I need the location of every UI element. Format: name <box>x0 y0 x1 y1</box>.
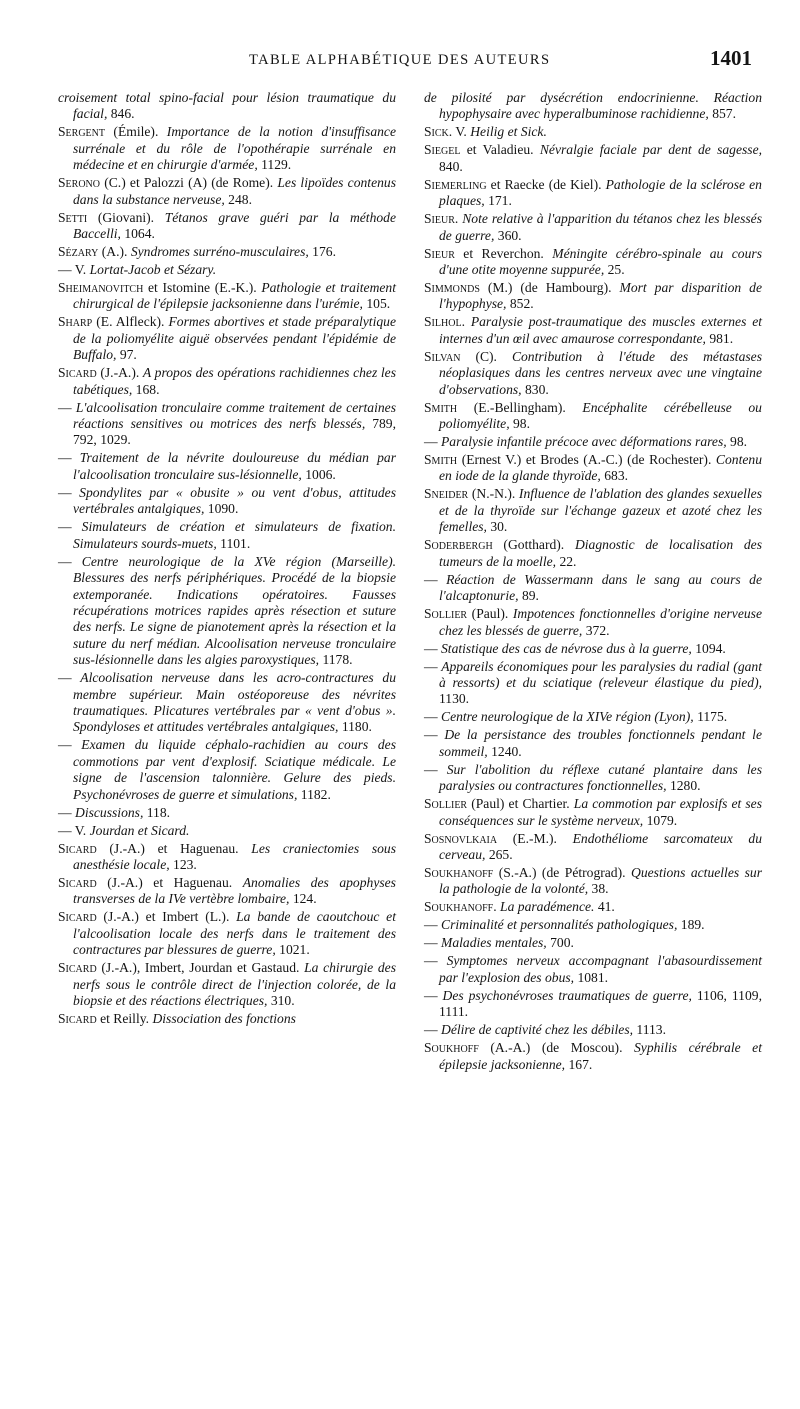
author-name: Simmonds <box>424 280 480 296</box>
entry-title: Syndromes surréno-musculaires, <box>130 244 309 260</box>
entry-pages: 30. <box>486 519 508 535</box>
entry-pages: 98. <box>726 434 748 450</box>
entry-meta: et Reilly. <box>96 1011 153 1026</box>
entry-title: Centre neurologique de la XVe région (Marseille). Blessures des nerfs périphériques. Procédé de la biopsie extemporanée. Indications opératoires. Fausses récupérations motrices rapides après résection et suture des nerfs. Le signe de pianotement après la résection et la suture du nerf médian. Alcoolisation nerveuse tronculaire sus-lésionnelle dans les algies paroxystiques, <box>73 553 396 668</box>
author-name: Soukhanoff <box>424 864 494 880</box>
entry-meta: . <box>493 899 501 915</box>
index-entry <box>424 572 762 605</box>
entry-title: Lortat-Jacob et Sézary. <box>89 262 217 278</box>
author-name: Sicard <box>58 840 97 856</box>
entry-title: Appareils économiques pour les paralysies du radial (gant à ressorts) et du sciatique (releveur élastique du pied), <box>439 658 762 690</box>
entry-pages: 189. <box>677 917 705 933</box>
index-entry <box>424 1022 762 1038</box>
entry-pages: 1021. <box>275 942 310 958</box>
entry-pages: 1090. <box>204 501 239 517</box>
entry-title: Les craniectomies sous anesthésie locale, <box>73 840 396 872</box>
author-name: Sicard <box>58 909 97 925</box>
index-entry <box>424 899 762 915</box>
entry-title: La commotion par explosifs et ses conséquences sur le système nerveux, <box>439 796 763 828</box>
entry-meta: — <box>424 935 441 951</box>
index-entry <box>58 909 396 958</box>
entry-meta: — <box>58 519 82 535</box>
entry-title: Délire de captivité chez les débiles, <box>441 1022 634 1038</box>
index-entry <box>58 365 396 398</box>
index-entry <box>424 177 762 210</box>
entry-title: Diagnostic de localisation des tumeurs de la moelle, <box>439 537 762 569</box>
author-name: Smith <box>424 452 458 468</box>
entry-title: La chirurgie des nerfs sous le contrôle direct de l'injection colorée, de la biopsie et des réactions électriques, <box>73 960 396 1008</box>
index-entry <box>424 434 762 450</box>
entry-meta: — <box>424 987 443 1003</box>
index-entry <box>424 953 762 986</box>
index-entry <box>424 865 762 898</box>
entry-title: Paralysie infantile précoce avec déformations rares, <box>441 434 727 450</box>
entry-meta: et Valadieu. <box>460 142 540 158</box>
entry-title: Tétanos grave guéri par la méthode Baccelli, <box>73 209 396 242</box>
index-entry <box>58 823 396 839</box>
author-name: Sicard <box>58 874 97 890</box>
index-entry <box>424 349 762 398</box>
index-entry <box>424 762 762 795</box>
index-entry <box>58 124 396 173</box>
entry-meta: (Paul). <box>467 606 513 622</box>
index-entry <box>58 554 396 669</box>
entry-title: Traitement de la névrite douloureuse du médian par l'alcoolisation tronculaire sus-lésionnelle, <box>73 450 396 482</box>
entry-pages: 1113. <box>633 1022 666 1038</box>
entry-meta: (S.-A.) (de Pétrograd). <box>493 864 631 880</box>
entry-pages: 683. <box>600 468 629 484</box>
entry-meta: — <box>424 1022 441 1038</box>
index-entry <box>424 988 762 1021</box>
entry-pages: 1081. <box>574 969 609 985</box>
index-entry <box>58 210 396 243</box>
entry-pages: 168. <box>132 381 160 397</box>
entry-title: Influence de l'ablation des glandes sexuelles et de la thyroïde sur l'échange gazeux et azoté chez les femelles, <box>439 486 762 535</box>
entry-pages: 41. <box>594 899 615 915</box>
entry-title: Encéphalite cérébelleuse ou poliomyélite, <box>439 399 762 432</box>
header-title: TABLE ALPHABÉTIQUE DES AUTEURS <box>249 52 551 68</box>
index-entry <box>58 485 396 518</box>
index-entry <box>58 314 396 363</box>
entry-pages: 105. <box>362 296 391 312</box>
entry-meta: et Istomine (E.-K.). <box>143 280 262 296</box>
entry-pages: 1240. <box>487 743 522 759</box>
index-entry <box>424 124 762 140</box>
entry-pages: 852. <box>506 296 534 312</box>
entry-meta: (C.) et Palozzi (A) (de Rome). <box>100 175 278 191</box>
entry-title: Examen du liquide céphalo-rachidien au cours des commotions par vent d'explosif. Sciatique médicale. Le signe de l'ascension talonnière. Gelure des pieds. Psychonévroses de guerre et simulations, <box>73 737 396 802</box>
entry-title: croisement total spino-facial pour lésion traumatique du facial, <box>58 90 396 122</box>
entry-title: Sur l'abolition du réflexe cutané plantaire dans les paralysies ou contractures fonctionnelles, <box>439 761 762 794</box>
author-name: Sergent <box>58 124 105 140</box>
entry-pages: 97. <box>116 347 137 363</box>
entry-pages: 1101. <box>216 535 251 551</box>
entry-pages: 1180. <box>338 719 372 735</box>
entry-meta: et Raecke (de Kiel). <box>486 176 606 192</box>
entry-pages: 1182. <box>297 786 331 802</box>
author-name: Silhol <box>424 314 462 330</box>
index-entry <box>58 244 396 260</box>
entry-meta: — <box>424 434 441 450</box>
entry-meta: (J.-A.) et Haguenau. <box>96 874 243 890</box>
entry-pages: 265. <box>485 846 513 862</box>
entry-title: Paralysie post-traumatique des muscles externes et internes d'un œil avec amaurose correspondante, <box>439 314 763 346</box>
entry-meta: (Émile). <box>105 124 167 140</box>
entry-pages: 118. <box>143 804 171 820</box>
entry-pages: 98. <box>509 416 530 432</box>
entry-pages: 857. <box>708 106 736 122</box>
entry-meta: — <box>58 484 80 500</box>
entry-pages: 167. <box>565 1056 593 1072</box>
entry-meta: (E.-M.). <box>497 830 573 846</box>
entry-title: Contenu en iode de la glande thyroïde, <box>439 452 762 484</box>
entry-title: Discussions, <box>75 804 144 820</box>
entry-title: Réaction de Wassermann dans le sang au cours de l'alcaptonurie, <box>439 571 762 604</box>
entry-meta: (J.-A.) et Imbert (L.). <box>96 909 237 925</box>
entry-pages: 123. <box>169 856 197 872</box>
entry-meta: (Paul) et Chartier. <box>467 796 574 812</box>
index-entry <box>424 917 762 933</box>
entry-meta: (A.-A.) (de Moscou). <box>478 1040 634 1056</box>
entry-pages: 372. <box>582 622 610 638</box>
entry-title: Névralgie faciale par dent de sagesse, <box>539 142 762 158</box>
index-entry <box>58 175 396 208</box>
author-name: Soderbergh <box>424 537 493 553</box>
entry-meta: — <box>58 737 82 753</box>
entry-meta: (J.-A.). <box>96 365 143 381</box>
author-name: Sneider <box>424 486 469 502</box>
entry-title: Simulateurs de création et simulateurs de fixation. Simulateurs sourds-muets, <box>73 519 396 551</box>
index-entry <box>58 805 396 821</box>
entry-meta: (J.-A.) et Haguenau. <box>96 840 252 856</box>
entry-pages: 38. <box>588 881 609 897</box>
entry-meta: (C). <box>460 348 512 364</box>
index-entry <box>424 537 762 570</box>
entry-meta: . <box>454 211 463 227</box>
author-name: Sieur <box>424 245 455 261</box>
entry-title: Statistique des cas de névrose dus à la guerre, <box>441 640 692 656</box>
author-name: Sick <box>424 124 449 140</box>
entry-title: Jourdan et Sicard. <box>89 822 190 838</box>
index-entry <box>424 400 762 433</box>
entry-meta: (N.-N.). <box>468 486 519 502</box>
entry-meta: — V. <box>58 262 90 278</box>
entry-title: La paradémence. <box>500 899 595 915</box>
entry-pages: 310. <box>267 993 295 1008</box>
index-entry <box>58 1011 396 1027</box>
index-entry <box>58 450 396 483</box>
entry-meta: . V. <box>448 124 471 140</box>
author-name: Siemerling <box>424 176 487 192</box>
entry-title: Spondylites par « obusite » ou vent d'obus, attitudes vertébrales antalgiques, <box>73 484 396 517</box>
index-entry <box>424 606 762 639</box>
entry-meta: . <box>461 314 471 330</box>
index-entry <box>58 670 396 736</box>
running-header <box>54 46 754 76</box>
entry-title: Méningite cérébro-spinale au cours d'une otite moyenne suppurée, <box>439 245 762 278</box>
author-name: Sicard <box>58 365 97 381</box>
entry-title: Syphilis cérébrale et épilepsie jacksonienne, <box>439 1040 762 1072</box>
entry-meta: — <box>58 804 75 820</box>
page-number: 1401 <box>710 46 752 70</box>
right-column <box>424 90 762 1075</box>
entry-meta: et Reverchon. <box>454 245 553 261</box>
entry-title: Mort par disparition de l'hypophyse, <box>439 280 762 312</box>
index-entry <box>424 641 762 657</box>
index-entry <box>58 841 396 874</box>
entry-title: Anomalies des apophyses transverses de la IVe vertèbre lombaire, <box>73 874 396 907</box>
author-name: Sollier <box>424 796 468 812</box>
entry-title: Alcoolisation nerveuse dans les acro-contractures du membre supérieur. Main ostéoporeuse des névrites traumatiques. Plicatures vertébrales par « vent d'obus ». Spondyloses et attitudes vertébrales antalgiques, <box>73 670 396 735</box>
entry-title: Dissociation des fonctions <box>152 1011 296 1026</box>
entry-meta: — <box>58 450 80 466</box>
entry-title: Impotences fonctionnelles d'origine nerveuse chez les blessés de guerre, <box>439 606 762 638</box>
author-name: Sosnovlkaia <box>424 830 498 846</box>
entry-title: Pathologie et traitement chirurgical de l'épilepsie jacksonienne dans l'urémie, <box>73 280 396 312</box>
author-name: Sollier <box>424 606 468 622</box>
entry-pages: 1006. <box>301 466 336 482</box>
author-name: Sharp <box>58 314 93 330</box>
entry-title: Importance de la notion d'insuffisance surrénale et du rôle de l'opothérapie surrénale en médecine et en chirurgie d'armée, <box>73 124 396 173</box>
entry-title: Criminalité et personnalités pathologiques, <box>441 917 678 933</box>
index-entry <box>424 246 762 279</box>
index-entry <box>424 831 762 864</box>
index-entry <box>424 709 762 725</box>
entry-title: Centre neurologique de la XIVe région (Lyon), <box>441 709 694 725</box>
index-entry <box>424 727 762 760</box>
entry-title: Des psychonévroses traumatiques de guerre, <box>442 987 692 1003</box>
entry-title: Formes abortives et stade préparalytique de la poliomyélite aiguë observées pendant l'épidémie de Buffalo, <box>73 314 396 363</box>
entry-meta: — <box>424 761 447 777</box>
index-entry <box>58 960 396 1009</box>
index-entry <box>424 314 762 347</box>
author-name: Setti <box>58 209 88 225</box>
entry-meta: — <box>58 670 81 686</box>
entry-meta: (M.) (de Hambourg). <box>479 280 620 296</box>
author-name: Smith <box>424 399 458 415</box>
entry-pages: 981. <box>705 330 734 346</box>
index-entry <box>424 659 762 708</box>
author-name: Soukhanoff <box>424 899 494 915</box>
entry-pages: 25. <box>604 262 625 278</box>
index-entry <box>58 737 396 803</box>
index-entry <box>58 400 396 449</box>
entry-title: La bande de caoutchouc et l'alcoolisation locale des nerfs dans le traitement des contractures par blessures de guerre, <box>73 909 396 958</box>
author-name: Serono <box>58 175 101 191</box>
entry-meta: — <box>58 399 76 415</box>
entry-title: Contribution à l'étude des métastases néoplasiques dans les centres nerveux avec une vingtaine d'observations, <box>439 348 762 397</box>
entry-pages: 1130. <box>439 691 470 707</box>
entry-pages: 830. <box>521 381 549 397</box>
entry-pages: 1079. <box>643 812 678 828</box>
entry-title: Endothéliome sarcomateux du cerveau, <box>439 830 762 862</box>
index-entry <box>424 142 762 175</box>
index-entry <box>424 796 762 829</box>
index-entry <box>424 280 762 313</box>
entry-meta: (J.-A.), Imbert, Jourdan et Gastaud. <box>96 960 305 976</box>
entry-meta: — <box>424 709 441 725</box>
author-name: Siegel <box>424 142 461 158</box>
entry-title: de pilosité par dysécrétion endocrinienne. Réaction hypophysaire avec hyperalbuminose rachidienne, <box>424 90 762 122</box>
entry-meta: — <box>424 571 447 587</box>
index-entry <box>58 280 396 313</box>
entry-title: Note relative à l'apparition du tétanos chez les blessés de guerre, <box>439 211 762 243</box>
entry-pages: 1094. <box>691 640 726 656</box>
index-entry <box>58 262 396 278</box>
entry-meta: (A.). <box>98 244 131 260</box>
author-name: Sézary <box>58 244 99 260</box>
author-name: Sieur <box>424 211 455 227</box>
entry-meta: (E. Alfleck). <box>92 314 169 330</box>
entry-meta: — V. <box>58 822 90 838</box>
entry-title: Les lipoïdes contenus dans la substance nerveuse, <box>73 175 396 207</box>
entry-pages: 1106, 1109, 1111. <box>439 987 762 1020</box>
left-column <box>58 90 396 1029</box>
entry-pages: 1280. <box>666 778 701 794</box>
author-name: Sicard <box>58 960 97 976</box>
index-entry <box>424 90 762 123</box>
entry-pages: 700. <box>546 935 574 951</box>
entry-title: Pathologie de la sclérose en plaques, <box>439 176 762 209</box>
author-name: Silvan <box>424 348 461 364</box>
entry-pages: 176. <box>308 244 336 260</box>
entry-pages: 124. <box>289 891 317 907</box>
entry-pages: 360. <box>494 227 522 243</box>
entry-pages: 1178. <box>319 652 353 668</box>
entry-title: A propos des opérations rachidiennes chez les tabétiques, <box>73 365 396 397</box>
index-entry <box>424 1040 762 1073</box>
entry-title: Questions actuelles sur la pathologie de la volonté, <box>439 864 762 897</box>
index-entry <box>58 519 396 552</box>
entry-title: Heilig et Sick. <box>470 124 547 140</box>
entry-meta: — <box>424 640 441 656</box>
entry-meta: — <box>424 953 447 969</box>
entry-meta: — <box>424 727 445 743</box>
entry-pages: 171. <box>484 193 512 209</box>
index-entry <box>58 875 396 908</box>
entry-meta: (Gotthard). <box>492 537 575 553</box>
entry-pages: 1175. <box>693 709 728 725</box>
author-name: Sheimanovitch <box>58 280 144 296</box>
entry-meta: — <box>424 658 442 674</box>
author-name: Sicard <box>58 1011 97 1026</box>
entry-pages: 840. <box>439 158 463 174</box>
author-name: Soukhoff <box>424 1040 479 1056</box>
entry-title: L'alcoolisation tronculaire comme traitement de certaines réactions sensitives ou motrices des nerfs blessés, <box>73 399 396 432</box>
entry-pages: 789, 792, 1029. <box>73 416 396 448</box>
entry-meta: — <box>58 553 82 569</box>
entry-pages: 248. <box>224 191 252 207</box>
entry-pages: 22. <box>556 553 577 569</box>
entry-title: Symptomes nerveux accompagnant l'abasourdissement par l'explosion des obus, <box>439 953 763 985</box>
entry-meta: — <box>424 917 441 933</box>
index-entry <box>424 211 762 244</box>
entry-pages: 1129. <box>257 157 292 173</box>
entry-pages: 89. <box>518 588 539 604</box>
index-entry <box>424 452 762 485</box>
index-entry <box>424 935 762 951</box>
index-entry <box>424 486 762 535</box>
entry-meta: (E.-Bellingham). <box>457 399 583 415</box>
index-entry <box>58 90 396 123</box>
entry-meta: (Ernest V.) et Brodes (A.-C.) (de Rochester). <box>457 452 716 468</box>
entry-meta: (Giovani). <box>87 209 165 225</box>
entry-title: De la persistance des troubles fonctionnels pendant le sommeil, <box>439 727 762 759</box>
entry-title: Maladies mentales, <box>441 935 547 951</box>
entry-pages: 846. <box>107 106 135 122</box>
entry-pages: 1064. <box>120 226 155 242</box>
